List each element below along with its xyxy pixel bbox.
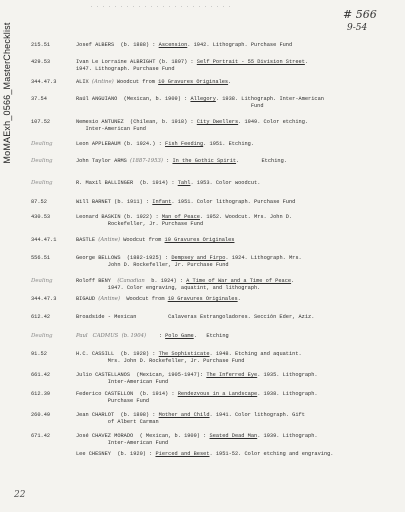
- work-title: Dempsey and Firpo: [171, 255, 226, 261]
- artist-line: Josef ALBERS (b. 1888) :: [76, 42, 159, 48]
- work-details: . 1951. Color lithograph. Purchase Fund: [171, 199, 296, 205]
- artist-line: R. Maxil BALLINGER (b. 1914) :: [76, 180, 178, 186]
- work-details: .: [228, 79, 232, 85]
- credit-line: Inter-American Fund: [76, 440, 169, 446]
- work-title: 10 Gravures Originales: [158, 79, 229, 85]
- accession-number: 260.49: [31, 412, 51, 418]
- artist-line: Julio CASTELLANOS (Mexican, 1905-1947):: [76, 372, 207, 378]
- work-details: . 1953. Color woodcut.: [190, 180, 261, 186]
- work-title: 10 Gravures Originales: [167, 296, 238, 302]
- accession-number: 612.42: [31, 314, 51, 320]
- handwritten-annotation: Paul CADMUS (b. 1904): [76, 333, 147, 339]
- credit-line: Rockefeller, Jr. Purchase Fund: [76, 221, 204, 227]
- work-title: Ascension: [158, 42, 188, 48]
- entry-text: [76, 351, 396, 365]
- artist-line: Ivan Le Lorraine ALBRIGHT (b. 1897) :: [76, 59, 197, 65]
- entry-text: [76, 278, 396, 292]
- artist-line: ALIX: [76, 79, 92, 85]
- credit-line: 1947. Color engraving, aquatint, and lithograph.: [76, 285, 261, 291]
- artist-line-cont: :: [162, 158, 173, 164]
- artist-line: Lee CHESNEY (b. 1920) :: [76, 451, 156, 457]
- work-title: The Inferred Eye: [206, 372, 258, 378]
- accession-number: 556.51: [31, 255, 51, 261]
- accession-number: 661.42: [31, 372, 51, 378]
- handwritten-annotation: (Antine): [98, 296, 121, 302]
- entry-text: [76, 96, 396, 110]
- handwritten-annotation: (Canadian: [117, 278, 145, 284]
- work-title: 10 Gravures Originales: [164, 237, 235, 243]
- credit-line: 1947. Lithograph. Purchase Fund: [76, 66, 175, 72]
- work-details: . 1938. Lithograph. Inter-American: [215, 96, 324, 102]
- artist-line-cont: b. 1924) :: [144, 278, 187, 284]
- entry-text: [76, 314, 396, 321]
- work-details: . 1951. Etching.: [203, 141, 255, 147]
- entry-text: [76, 158, 396, 165]
- entry-text: [76, 391, 396, 405]
- entry-text: [76, 214, 396, 228]
- work-title: A Time of War and a Time of Peace: [186, 278, 292, 284]
- entry-text: [76, 451, 396, 458]
- archive-label: MoMAExh_0566_MasterChecklist: [1, 22, 12, 164]
- accession-number: 215.51: [31, 42, 51, 48]
- artist-line: H.C. CASSILL (b. 1928) :: [76, 351, 159, 357]
- entry-text: [76, 199, 396, 206]
- artist-line-cont: Woodcut from: [120, 237, 165, 243]
- credit-line: of Albert Carman: [76, 419, 159, 425]
- entry-text: [76, 237, 396, 244]
- credit-line: Inter-American Fund: [76, 126, 146, 132]
- artist-line: George BELLOWS (1882-1925) :: [76, 255, 172, 261]
- artist-line: BIGAUD: [76, 296, 99, 302]
- artist-line: Federico CASTELLON (b. 1914) :: [76, 391, 178, 397]
- accession-number: 429.53: [31, 59, 51, 65]
- handwritten-date: 9-54: [347, 23, 368, 33]
- work-details: . 1939. Lithograph.: [257, 433, 318, 439]
- credit-line: Fund: [76, 103, 264, 109]
- header-line: · · · · · · · · · · · · · · · · · · · · · · · ·: [90, 4, 232, 10]
- artist-line: Roloff BENY: [76, 278, 118, 284]
- handwritten-annotation: (Antine): [98, 237, 121, 243]
- entry-text: [76, 255, 396, 269]
- accession-number: 344.47.3: [31, 79, 57, 85]
- handwritten-annotation: (Antine): [91, 79, 114, 85]
- work-title: Self Portrait - 55 Division Street: [196, 59, 305, 65]
- work-details: .: [237, 296, 241, 302]
- work-details: . 1935. Lithograph.: [257, 372, 318, 378]
- accession-number: 430.53: [31, 214, 51, 220]
- credit-line: Mrs. John D. Rockefeller, Jr. Purchase Fund: [76, 358, 245, 364]
- entry-text: [76, 119, 396, 133]
- work-title: Seated Dead Man: [209, 433, 258, 439]
- accession-number: 91.52: [31, 351, 47, 357]
- entry-text: [76, 141, 396, 148]
- entry-text: [76, 59, 396, 73]
- artist-line: Jean CHARLOT (b. 1898) :: [76, 412, 159, 418]
- artist-line: Will BARNET (b. 1911) :: [76, 199, 153, 205]
- entry-text: [76, 412, 396, 426]
- accession-number: Dealing: [31, 278, 53, 284]
- work-title: City Dwellers: [196, 119, 239, 125]
- work-details: . Etching.: [236, 158, 287, 164]
- accession-number: 612.39: [31, 391, 51, 397]
- work-details: . 1942. Lithograph. Purchase Fund: [187, 42, 293, 48]
- artist-line: José CHAVEZ MORADO ( Mexican, b. 1909) :: [76, 433, 210, 439]
- artist-line: BASTLE: [76, 237, 99, 243]
- accession-number: Dealing: [31, 158, 53, 164]
- work-details: . 1948. Etching and aquatint.: [209, 351, 302, 357]
- artist-line: Raúl ANGUIANO (Mexican, b. 1909) :: [76, 96, 191, 102]
- work-title: Infant: [152, 199, 172, 205]
- work-title: The Sophisticate: [158, 351, 210, 357]
- work-title: Mother and Child: [158, 412, 210, 418]
- entry-text: [76, 42, 396, 49]
- entry-text: [76, 433, 396, 447]
- work-details: . 1949. Color etching.: [238, 119, 309, 125]
- work-title: Allegory: [190, 96, 216, 102]
- work-title: Rendezvous in a Landscape: [177, 391, 258, 397]
- work-title: Man of Peace: [161, 214, 200, 220]
- accession-number: 344.47.3: [31, 296, 57, 302]
- work-details: . 1952. Woodcut. Mrs. John D.: [199, 214, 293, 220]
- work-title: Fish Feeding: [165, 141, 204, 147]
- handwritten-exhibition-number: # 566: [343, 8, 377, 21]
- credit-line: Inter-American Fund: [76, 379, 169, 385]
- artist-line: John Taylor ARMS: [76, 158, 131, 164]
- artist-line: Leon APPLEBAUM (b. 1924.) :: [76, 141, 166, 147]
- accession-number: 87.52: [31, 199, 47, 205]
- work-details: . 1924. Lithograph. Mrs.: [225, 255, 302, 261]
- accession-number: 344.47.1: [31, 237, 57, 243]
- entry-text: [76, 372, 396, 386]
- credit-line: John D. Rockefeller, Jr. Purchase Fund: [76, 262, 229, 268]
- entry-text: [76, 180, 396, 187]
- entry-text: [76, 79, 396, 86]
- work-details: .: [291, 278, 295, 284]
- artist-line: Broadside - Mexican Calaveras Estrangoladores. Sección Eder, Aziz.: [76, 314, 315, 320]
- work-details: . 1938. Lithograph.: [257, 391, 318, 397]
- artist-line-cont: :: [146, 333, 166, 339]
- accession-number: Dealing: [31, 180, 53, 186]
- work-details: . 1951-52. Color etching and engraving.: [209, 451, 334, 457]
- accession-number: Dealing: [31, 141, 53, 147]
- entry-text: [76, 296, 396, 303]
- work-title: Tahl: [177, 180, 191, 186]
- handwritten-annotation: (1887-1953): [130, 158, 163, 164]
- credit-line: Purchase Fund: [76, 398, 150, 404]
- artist-line-cont: Woodcut from: [120, 296, 168, 302]
- accession-number: 107.52: [31, 119, 51, 125]
- accession-number: Dealing: [31, 333, 53, 339]
- work-details: .: [304, 59, 309, 65]
- artist-line-cont: Woodcut from: [113, 79, 159, 85]
- work-details: . Etching: [193, 333, 229, 339]
- entry-text: [76, 333, 396, 340]
- work-title: Polo Game: [165, 333, 194, 339]
- artist-line: Leonard BASKIN (b. 1922) :: [76, 214, 162, 220]
- work-details: . 1941. Color lithograph. Gift: [209, 412, 305, 418]
- accession-number: 37.54: [31, 96, 47, 102]
- work-title: In the Gothic Spirit: [172, 158, 237, 164]
- work-title: Pierced and Beset: [155, 451, 210, 457]
- artist-line: Nemesio ANTUNEZ (Chilean, b. 1918) :: [76, 119, 197, 125]
- handwritten-page-note: 22: [14, 490, 26, 500]
- accession-number: 671.42: [31, 433, 51, 439]
